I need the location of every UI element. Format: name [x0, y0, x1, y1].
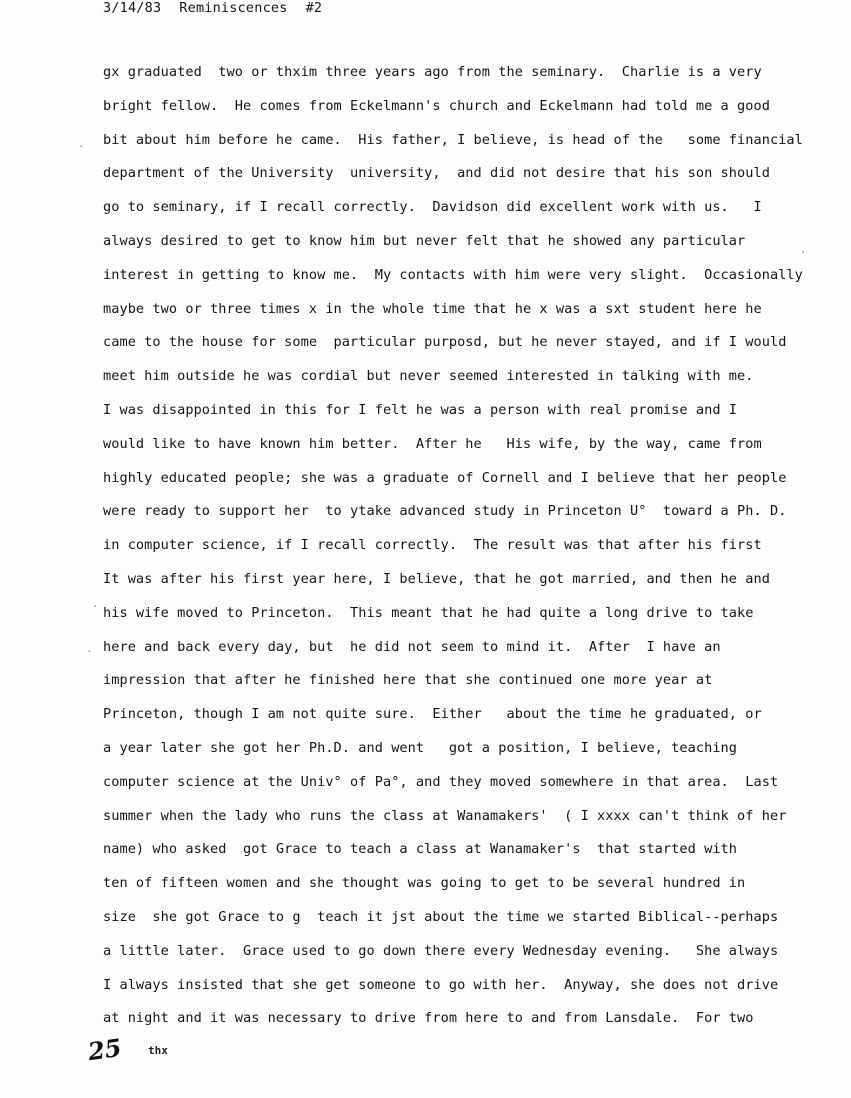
- text-line: I always insisted that she get someone to go with her. Anyway, she does not drive: [103, 976, 779, 993]
- header-number: #2: [305, 0, 323, 16]
- text-line: gx graduated two or thxim three years ago from the seminary. Charlie is a very: [103, 64, 762, 80]
- text-line: here and back every day, but he did not seem to mind it. After I have an: [103, 638, 721, 655]
- text-line: a year later she got her Ph.D. and went got a position, I believe, teaching: [103, 739, 738, 756]
- body-text: [103, 62, 833, 1042]
- text-line: name) who asked got Grace to teach a class at Wanamaker's that started with: [103, 841, 738, 858]
- text-line: department of the University university, and did not desire that his son should: [103, 165, 770, 182]
- text-line: always desired to get to know him but never felt that he showed any particular: [103, 232, 746, 249]
- text-line: bright fellow. He comes from Eckelmann's church and Eckelmann had told me a good: [103, 97, 770, 114]
- text-line: ten of fifteen women and she thought was going to get to be several hundred in: [103, 875, 746, 892]
- text-line: his wife moved to Princeton. This meant that he had quite a long drive to take: [103, 604, 754, 621]
- text-line: bit about him before he came. His father, I believe, is head of the some financial: [103, 131, 803, 148]
- text-line: maybe two or three times x in the whole time that he x was a sxt student here he: [103, 300, 762, 317]
- text-line: computer science at the Univ° of Pa°, and they moved somewhere in that area. Last: [103, 773, 779, 790]
- text-line: I was disappointed in this for I felt he was a person with real promise and I: [103, 401, 738, 418]
- text-line: highly educated people; she was a graduate of Cornell and I believe that her people: [103, 469, 787, 486]
- text-line: impression that after he finished here that she continued one more year at: [103, 672, 713, 689]
- text-line: came to the house for some particular purposd, but he never stayed, and if I would: [103, 334, 787, 351]
- text-line: go to seminary, if I recall correctly. Davidson did excellent work with us. I: [103, 199, 762, 216]
- handwritten-page-number: 25: [86, 1032, 124, 1067]
- stray-mark: ·: [78, 140, 85, 153]
- text-line: in computer science, if I recall correctly. The result was that after his first: [103, 537, 762, 554]
- text-line: summer when the lady who runs the class at Wanamakers' ( I xxxx can't think of her: [103, 807, 787, 824]
- text-line: would like to have known him better. After he His wife, by the way, came from: [103, 435, 762, 452]
- header-date: 3/14/83: [103, 0, 162, 16]
- text-line: at night and it was necessary to drive from here to and from Lansdale. For two: [103, 1010, 754, 1027]
- stray-mark: ·: [86, 645, 93, 658]
- text-line: a little later. Grace used to go down there every Wednesday evening. She always: [103, 942, 779, 959]
- stray-mark: ·: [800, 246, 807, 259]
- text-line: interest in getting to know me. My contacts with him were very slight. Occasionally: [103, 266, 803, 283]
- text-line: meet him outside he was cordial but never seemed interested in talking with me.: [103, 368, 754, 385]
- stray-mark: ·: [92, 600, 99, 613]
- header-title: Reminiscences: [179, 0, 288, 16]
- text-line: were ready to support her to ytake advanced study in Princeton U° toward a Ph. D.: [103, 503, 787, 520]
- text-line: Princeton, though I am not quite sure. Either about the time he graduated, or: [103, 706, 762, 723]
- text-line: It was after his first year here, I believe, that he got married, and then he and: [103, 570, 770, 587]
- struck-typed-page-number: thx: [148, 1044, 168, 1057]
- text-line: size she got Grace to g teach it jst about the time we started Biblical--perhaps: [103, 908, 779, 925]
- page-header: [103, 0, 340, 16]
